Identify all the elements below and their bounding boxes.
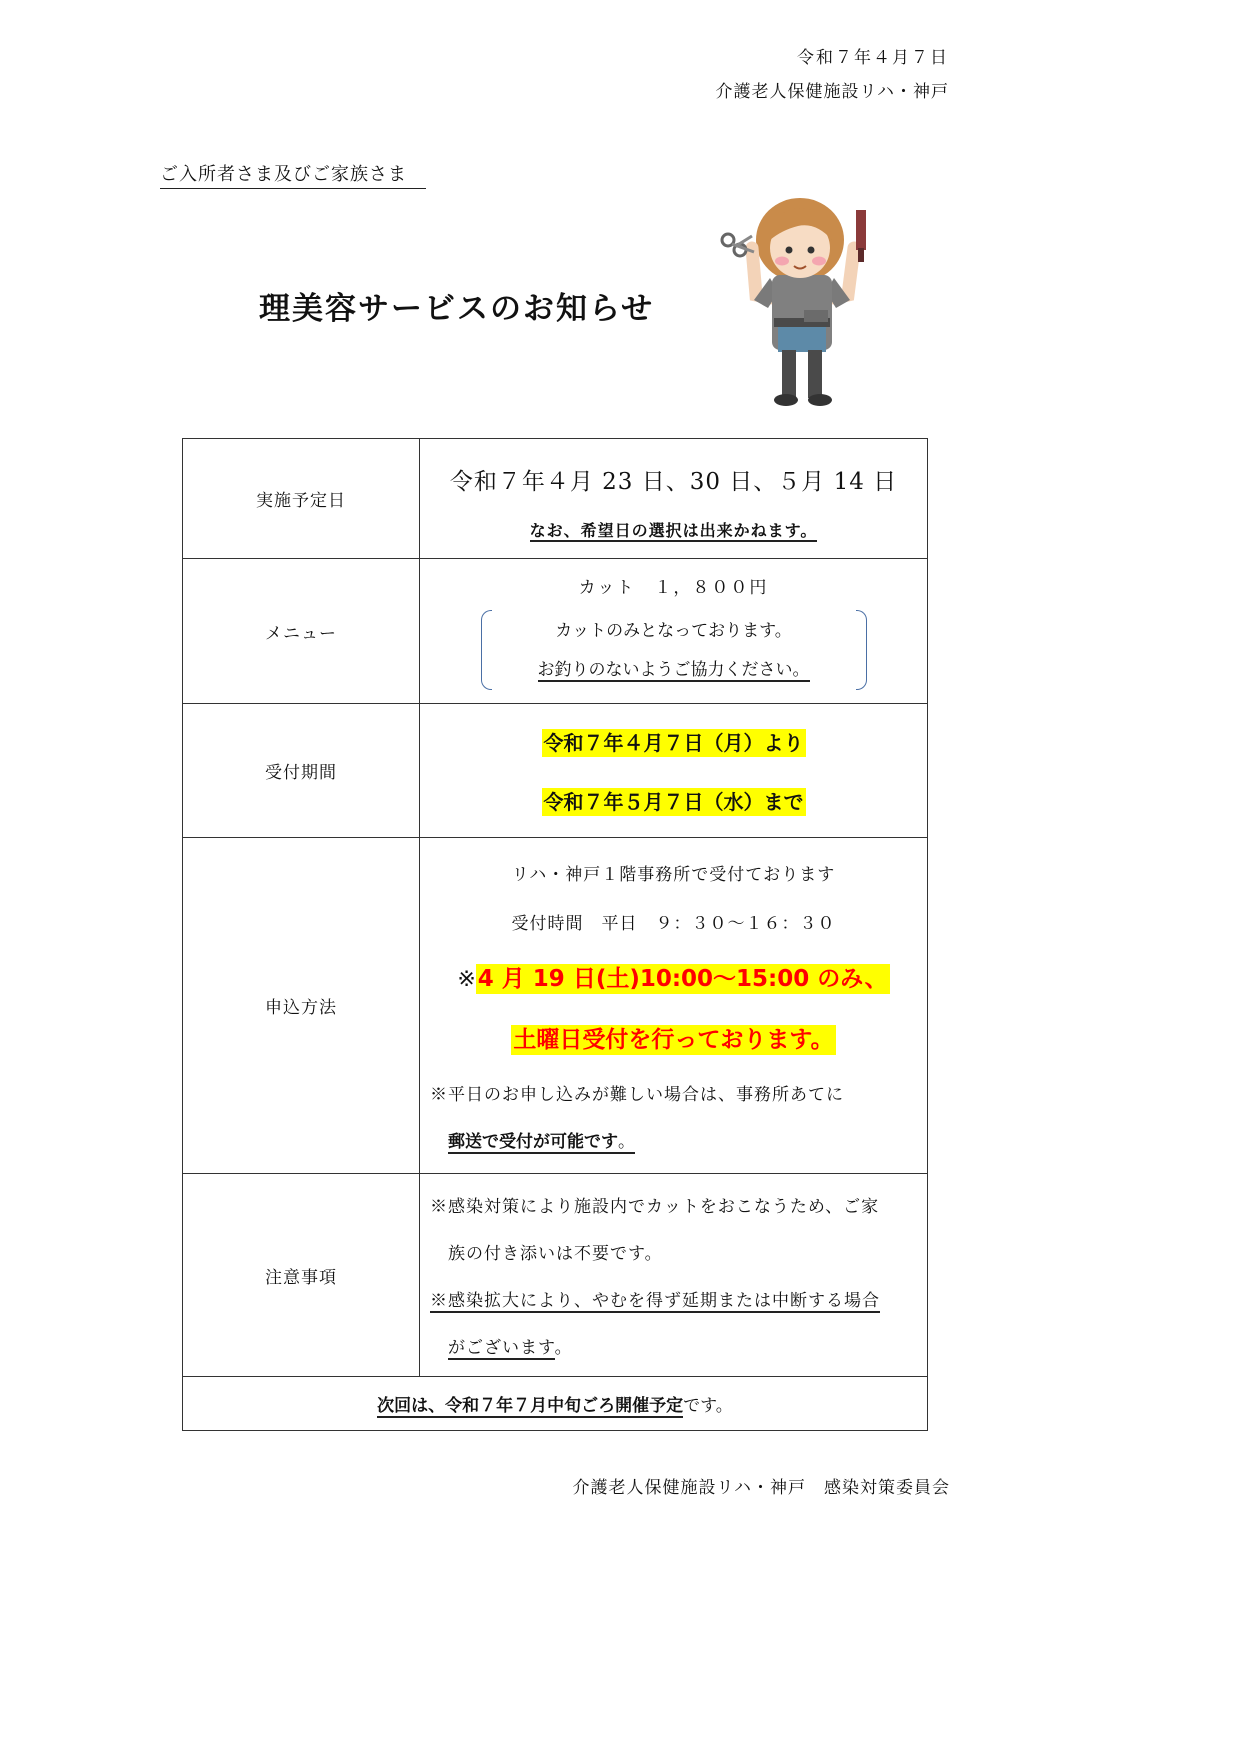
mail-line-2-bold: 郵送で受付が可能です [448, 1131, 618, 1152]
cell-method [420, 838, 928, 1174]
document-title: 理美容サービスのお知らせ [259, 291, 655, 327]
schedule-dates: 令和７年４月 23 日、30 日、５月 14 日 [449, 468, 898, 495]
saturday-line-1: 4 月 19 日(土)10:00～15:00 のみ、 [477, 965, 888, 992]
period-from: 令和７年４月７日（月）より [543, 730, 804, 755]
notes-line-3: ※感染拡大により、やむを得ず延期または中断する場合 [430, 1291, 880, 1311]
row-next [183, 1377, 928, 1431]
saturday-line-2: 土曜日受付を行っております。 [513, 1026, 834, 1053]
label-notes: 注意事項 [183, 1174, 420, 1377]
method-line-1: リハ・神戸１階事務所で受付ております [511, 864, 836, 885]
notes-line-2: 族の付き添いは不要です。 [448, 1244, 663, 1264]
cell-period [420, 704, 928, 838]
facility-name: 介護老人保健施設リハ・神戸 [715, 82, 949, 102]
next-end: です。 [683, 1396, 733, 1416]
menu-note-1: カットのみとなっております。 [555, 620, 792, 641]
row-period [183, 704, 928, 838]
mail-line-2-end: 。 [618, 1131, 635, 1152]
label-period: 受付期間 [183, 704, 420, 838]
menu-note-2: お釣りのないようご協力ください。 [537, 659, 810, 680]
mail-line-1: ※平日のお申し込みが難しい場合は、事務所あてに [430, 1084, 844, 1105]
menu-item: カット １，８００円 [578, 577, 769, 598]
service-info-table [182, 438, 928, 1431]
label-schedule: 実施予定日 [183, 439, 420, 559]
row-method [183, 838, 928, 1174]
hairdresser-illustration-icon [712, 170, 892, 415]
menu-note-box [481, 610, 867, 690]
row-menu [183, 559, 928, 704]
cell-menu [420, 559, 928, 704]
cell-notes [420, 1174, 928, 1377]
notes-line-1: ※感染対策により施設内でカットをおこなうため、ご家 [430, 1197, 880, 1217]
next-bold: 次回は、令和７年７月中旬ごろ開催予定 [377, 1396, 684, 1416]
method-line-2: 受付時間 平日 ９：３０～１６：３０ [511, 913, 836, 934]
row-notes [183, 1174, 928, 1377]
row-schedule [183, 439, 928, 559]
addressee: ご入所者さま及びご家族さま [160, 160, 426, 189]
notes-line-4: がございます [448, 1338, 555, 1358]
cell-schedule [420, 439, 928, 559]
period-to: 令和７年５月７日（水）まで [543, 789, 804, 814]
schedule-note: なお、希望日の選択は出来かねます。 [529, 520, 818, 540]
issue-date: 令和７年４月７日 [797, 48, 949, 68]
cell-next [183, 1377, 928, 1431]
footer-committee: 介護老人保健施設リハ・神戸 感染対策委員会 [572, 1478, 950, 1498]
label-method: 申込方法 [183, 838, 420, 1174]
saturday-mark: ※ [457, 966, 476, 992]
label-menu: メニュー [183, 559, 420, 704]
notes-line-4-end: 。 [554, 1338, 573, 1358]
